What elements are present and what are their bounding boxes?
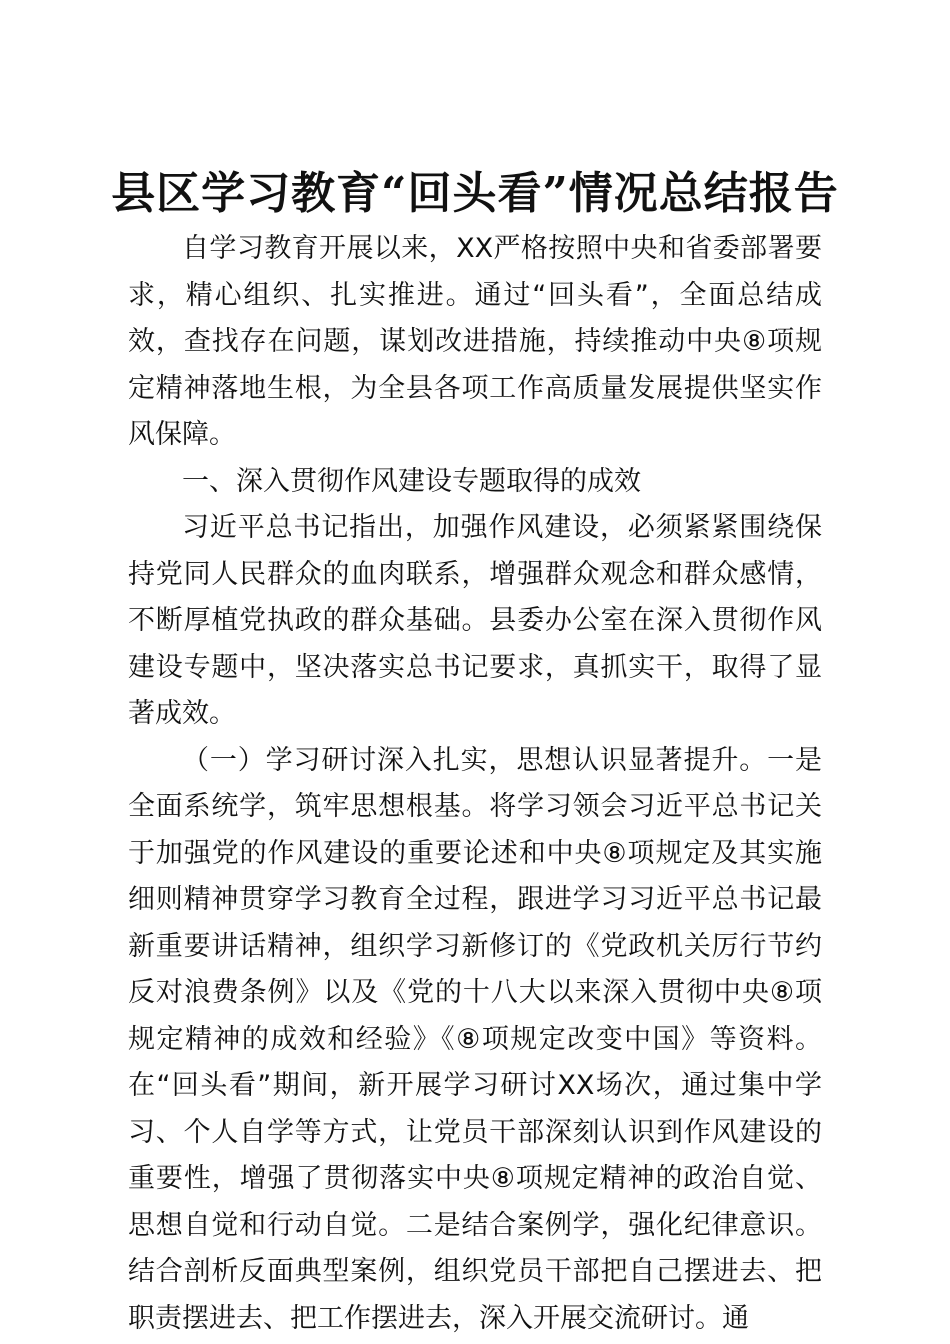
- section-heading-1: 一、深入贯彻作风建设专题取得的成效: [182, 465, 641, 497]
- document-title: 县区学习教育“回头看”情况总结报告: [111, 168, 839, 219]
- intro-paragraph: 自学习教育开展以来，XX严格按照中央和省委部署要求，精心组织、扎实推进。通过“回头看”，全面总结成效，查找存在问题，谋划改进措施，持续推动中央⑧项规定精神落地生根，为全县各项工作高质量发展提供坚实作风保障。: [128, 233, 822, 450]
- subsection-1-paragraph: （一）学习研讨深入扎实，思想认识显著提升。一是全面系统学，筑牢思想根基。将学习领会习近平总书记关于加强党的作风建设的重要论述和中央⑧项规定及其实施细则精神贯穿学习教育全过程，跟进学习习近平总书记最新重要讲话精神，组织学习新修订的《党政机关厉行节约反对浪费条例》以及《党的十八大以来深入贯彻中央⑧项规定精神的成效和经验》《⑧项规定改变中国》等资料。在“回头看”期间，新开展学习研讨XX场次，通过集中学习、个人自学等方式，让党员干部深刻认识到作风建设的重要性，增强了贯彻落实中央⑧项规定精神的政治自觉、思想自觉和行动自觉。二是结合案例学，强化纪律意识。结合剖析反面典型案例，组织党员干部把自己摆进去、把职责摆进去、把工作摆进去，深入开展交流研讨。通: [128, 744, 822, 1334]
- section-1-paragraph: 习近平总书记指出，加强作风建设，必须紧紧围绕保持党同人民群众的血肉联系，增强群众观念和群众感情，不断厚植党执政的群众基础。县委办公室在深入贯彻作风建设专题中，坚决落实总书记要求，真抓实干，取得了显著成效。: [128, 512, 822, 729]
- document-body: [128, 226, 822, 1342]
